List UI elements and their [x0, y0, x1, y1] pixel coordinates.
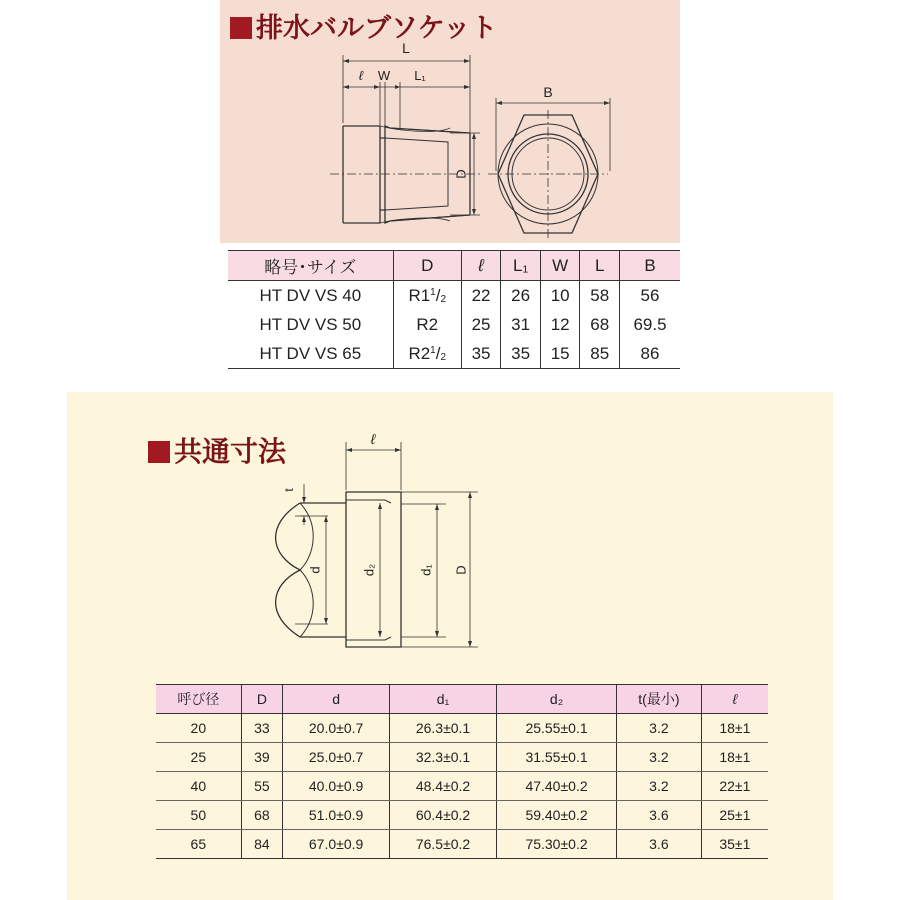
- cell: 60.4±0.2: [390, 801, 497, 830]
- cell: 3.2: [617, 714, 702, 743]
- cell: 67.0±0.9: [283, 830, 390, 859]
- label-L1: L₁: [414, 68, 426, 83]
- cell-W: 10: [540, 281, 580, 311]
- cell-L1: 35: [501, 339, 541, 369]
- table-row: [228, 310, 680, 339]
- cell: 84: [241, 830, 282, 859]
- cell: 3.2: [617, 772, 702, 801]
- col-header-ell: ℓ: [701, 685, 768, 714]
- table-row: [156, 830, 768, 859]
- common-section-title: 共通寸法: [174, 436, 287, 467]
- common-dimensions-table: [156, 684, 768, 859]
- cell: 65: [156, 830, 241, 859]
- cell: 3.6: [617, 801, 702, 830]
- socket-technical-drawing: [220, 35, 680, 243]
- col-header-d1: d₁: [390, 685, 497, 714]
- table-row: [156, 772, 768, 801]
- cell: 18±1: [701, 714, 768, 743]
- socket-section-title: 排水バルブソケット: [256, 13, 498, 43]
- cell: 25.55±0.1: [497, 714, 617, 743]
- cell-B: 56: [620, 281, 680, 311]
- table-row: [156, 801, 768, 830]
- cell-D: $R2^1/_2$: [393, 339, 461, 369]
- pipe-and-socket-outline: [276, 492, 401, 647]
- cell-ell: 22: [461, 281, 501, 311]
- cell: 59.40±0.2: [497, 801, 617, 830]
- cell-L1: 26: [501, 281, 541, 311]
- col-header-nominal: 呼び径: [156, 685, 241, 714]
- cell: 48.4±0.2: [390, 772, 497, 801]
- cell: 55: [241, 772, 282, 801]
- cell: 31.55±0.1: [497, 743, 617, 772]
- cell: 20.0±0.7: [283, 714, 390, 743]
- cell-size: HT DV VS 50: [259, 314, 362, 334]
- label-W: W: [377, 68, 391, 83]
- table-header-row: [228, 251, 680, 281]
- label-L: L: [402, 40, 410, 56]
- cell: 3.2: [617, 743, 702, 772]
- label-d2: d₂: [361, 563, 377, 577]
- hex-end-view: [488, 110, 608, 238]
- label-t: t: [282, 488, 297, 492]
- cell-L1: 31: [501, 310, 541, 339]
- label-B: B: [543, 84, 553, 100]
- col-header-L1: L₁: [501, 251, 541, 281]
- cell-D: $R1^1/_2$: [393, 281, 461, 311]
- col-header-d: d: [283, 685, 390, 714]
- cell: 3.6: [617, 830, 702, 859]
- cell: 25.0±0.7: [283, 743, 390, 772]
- cell-size: HT DV VS 40: [259, 285, 362, 305]
- label-ell: ℓ: [358, 68, 364, 83]
- cell: 22±1: [701, 772, 768, 801]
- cell-W: 15: [540, 339, 580, 369]
- cell: 47.40±0.2: [497, 772, 617, 801]
- cell-ell: 25: [461, 310, 501, 339]
- cell: 40: [156, 772, 241, 801]
- cell: 33: [241, 714, 282, 743]
- table-row: [228, 281, 680, 311]
- cell: 35±1: [701, 830, 768, 859]
- label-D: D: [453, 565, 469, 575]
- cell: 26.3±0.1: [390, 714, 497, 743]
- cell: 75.30±0.2: [497, 830, 617, 859]
- cell: 39: [241, 743, 282, 772]
- cell-L: 68: [580, 310, 620, 339]
- cell: 50: [156, 801, 241, 830]
- cell: 51.0±0.9: [283, 801, 390, 830]
- label-ell: ℓ: [370, 431, 376, 447]
- socket-size-table: [228, 250, 680, 369]
- common-dimensions-drawing: [260, 430, 500, 680]
- col-header-D: D: [241, 685, 282, 714]
- label-d1: d₁: [418, 564, 434, 576]
- table-row: [156, 714, 768, 743]
- col-header-t-min: t(最小): [617, 685, 702, 714]
- cell-L: 58: [580, 281, 620, 311]
- cell-L: 85: [580, 339, 620, 369]
- common-dimension-lines: [300, 442, 478, 647]
- label-d: d: [307, 566, 323, 574]
- cell-B: 69.5: [620, 310, 680, 339]
- cell: 32.3±0.1: [390, 743, 497, 772]
- cell: 40.0±0.9: [283, 772, 390, 801]
- table-row: [228, 339, 680, 369]
- col-header-B: B: [620, 251, 680, 281]
- common-dimension-arrows: [302, 448, 472, 647]
- col-header-d2: d₂: [497, 685, 617, 714]
- col-header-L: L: [580, 251, 620, 281]
- cell: 18±1: [701, 743, 768, 772]
- col-header-D: D: [393, 251, 461, 281]
- cell-B: 86: [620, 339, 680, 369]
- cell: 25: [156, 743, 241, 772]
- cell: 20: [156, 714, 241, 743]
- cell: 25±1: [701, 801, 768, 830]
- table-row: [156, 743, 768, 772]
- square-bullet-icon: [148, 441, 170, 463]
- table-header-row: [156, 685, 768, 714]
- col-header-size: 略号･サイズ: [228, 251, 393, 281]
- cell-ell: 35: [461, 339, 501, 369]
- cell-D: R2: [393, 310, 461, 339]
- cell: 76.5±0.2: [390, 830, 497, 859]
- label-D-side: D: [453, 169, 469, 179]
- cell: 68: [241, 801, 282, 830]
- cell-W: 12: [540, 310, 580, 339]
- cell-size: HT DV VS 65: [228, 339, 393, 369]
- col-header-ell: ℓ: [461, 251, 501, 281]
- col-header-W: W: [540, 251, 580, 281]
